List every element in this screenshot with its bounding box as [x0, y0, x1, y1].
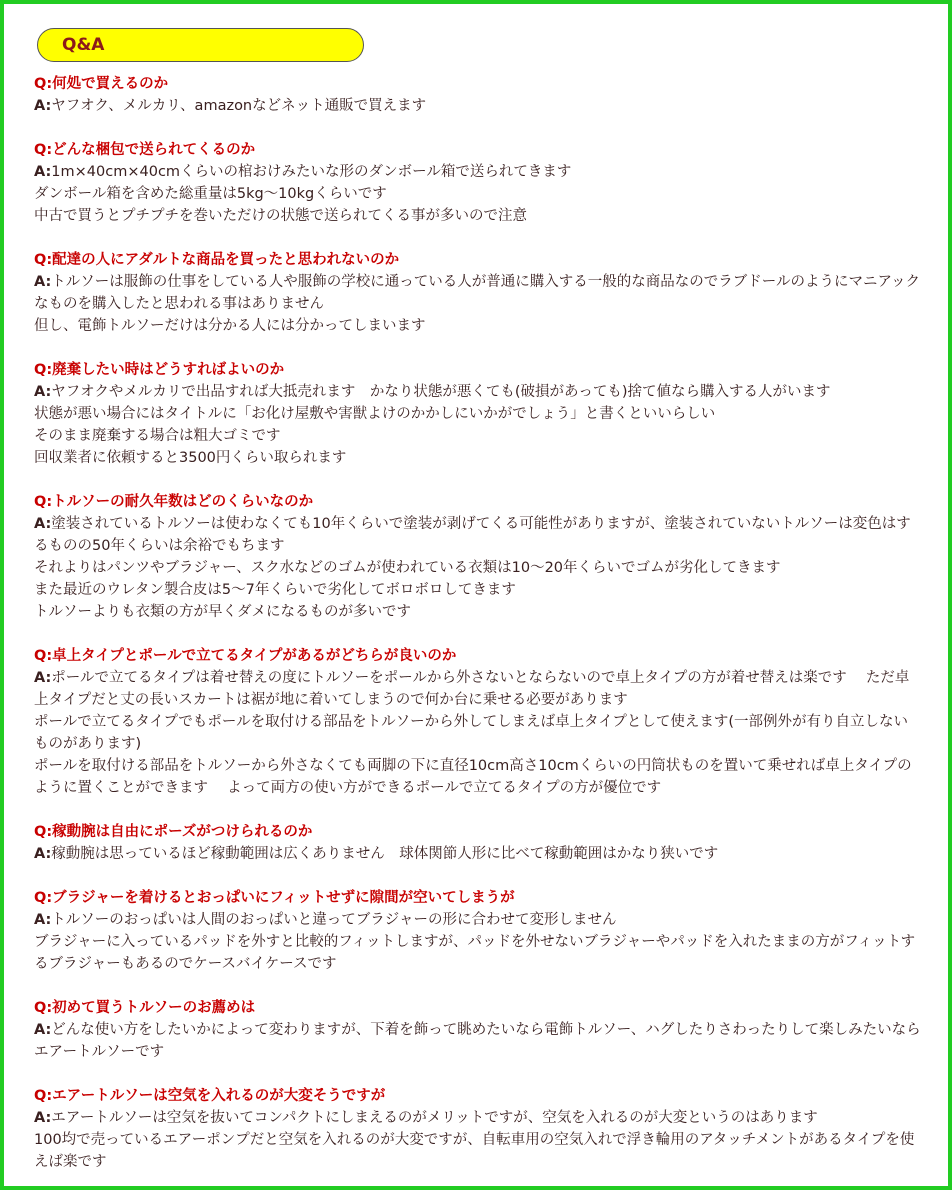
question: [34, 887, 922, 909]
question-text: トルソーの耐久年数はどのくらいなのか: [52, 494, 314, 510]
answer-text: トルソーは服飾の仕事をしている人や服飾の学校に通っている人が普通に購入する一般的な商品なのでラブドールのようにマニアックなものを購入したと思われる事はありません: [34, 274, 920, 312]
question: [34, 491, 922, 513]
qa-list: [34, 73, 922, 1195]
answer-line: [34, 161, 922, 183]
question-prefix: Q:: [34, 824, 53, 840]
qa-item: [34, 997, 922, 1063]
answer: [34, 271, 922, 337]
question-text: エアートルソーは空気を入れるのが大変そうですが: [52, 1088, 386, 1104]
answer-prefix: A:: [34, 1110, 52, 1126]
answer-text: どんな使い方をしたいかによって変わりますが、下着を飾って眺めたいなら電飾トルソー、ハグしたりさわったりして楽しみたいならエアートルソーです: [34, 1022, 921, 1060]
answer-text: ポールで立てるタイプでもポールを取付ける部品をトルソーから外してしまえば卓上タイプとして使えます(一部例外が有り自立しないものがあります): [34, 714, 909, 752]
question: [34, 359, 922, 381]
answer-line: [34, 579, 922, 601]
qa-item: [34, 887, 922, 975]
answer-prefix: A:: [34, 846, 52, 862]
answer-text: 状態が悪い場合にはタイトルに「お化け屋敷や害獣よけのかかしにいかがでしょう」と書くといいらしい: [34, 406, 716, 422]
question: [34, 139, 922, 161]
question: [34, 249, 922, 271]
answer-prefix: A:: [34, 384, 52, 400]
answer: [34, 381, 922, 469]
answer-line: [34, 95, 922, 117]
answer-line: [34, 931, 922, 975]
answer-line: [34, 1129, 922, 1173]
qa-item: [34, 645, 922, 799]
qa-item: [34, 821, 922, 865]
answer-prefix: A:: [34, 98, 52, 114]
answer-line: [34, 843, 922, 865]
answer-text: ヤフオクやメルカリで出品すれば大抵売れます かなり状態が悪くても(破損があっても)捨て値なら購入する人がいます: [51, 384, 831, 400]
answer-text: ポールを取付ける部品をトルソーから外さなくても両脚の下に直径10cm高さ10cmくらいの円筒状ものを置いて乗せれば卓上タイプのように置くことができます よって両方の使い方ができるポールで立てるタイプの方が優位です: [34, 758, 912, 796]
answer-line: [34, 513, 922, 557]
answer-line: [34, 205, 922, 227]
question-prefix: Q:: [34, 648, 53, 664]
question: [34, 645, 922, 667]
answer: [34, 95, 922, 117]
question-prefix: Q:: [34, 252, 53, 268]
answer: [34, 161, 922, 227]
question-text: どんな梱包で送られてくるのか: [52, 142, 256, 158]
answer-line: [34, 667, 922, 711]
answer-prefix: A:: [34, 912, 52, 928]
answer-prefix: A:: [34, 164, 52, 180]
answer-text: 中古で買うとプチプチを巻いただけの状態で送られてくる事が多いので注意: [34, 208, 527, 224]
question: [34, 1085, 922, 1107]
qa-item: [34, 1085, 922, 1173]
answer-text: 回収業者に依頼すると3500円くらい取られます: [34, 450, 347, 466]
question-text: 配達の人にアダルトな商品を買ったと思われないのか: [52, 252, 400, 268]
answer-line: [34, 601, 922, 623]
question: [34, 997, 922, 1019]
answer-line: [34, 711, 922, 755]
answer-text: ヤフオク、メルカリ、amazonなどネット通販で買えます: [51, 98, 427, 114]
answer-prefix: A:: [34, 516, 52, 532]
answer: [34, 513, 922, 623]
answer-line: [34, 909, 922, 931]
question-text: 卓上タイプとポールで立てるタイプがあるがどちらが良いのか: [52, 648, 457, 664]
answer-line: [34, 1107, 922, 1129]
answer-text: 100均で売っているエアーポンプだと空気を入れるのが大変ですが、自転車用の空気入れで浮き輪用のアタッチメントがあるタイプを使えば楽です: [34, 1132, 915, 1170]
answer-text: ブラジャーに入っているパッドを外すと比較的フィットしますが、パッドを外せないブラジャーやパッドを入れたままの方がフィットするブラジャーもあるのでケースバイケースです: [34, 934, 916, 972]
qa-item: [34, 249, 922, 337]
answer-prefix: A:: [34, 274, 52, 290]
answer-text: 1m×40cm×40cmくらいの棺おけみたいな形のダンボール箱で送られてきます: [51, 164, 572, 180]
answer-text: ダンボール箱を含めた総重量は5kg～10kgくらいです: [34, 186, 387, 202]
qa-item: [34, 491, 922, 623]
question-prefix: Q:: [34, 362, 53, 378]
question: [34, 821, 922, 843]
answer-prefix: A:: [34, 670, 52, 686]
question-prefix: Q:: [34, 76, 53, 92]
qa-item: [34, 73, 922, 117]
answer: [34, 667, 922, 799]
answer-text: トルソーよりも衣類の方が早くダメになるものが多いです: [34, 604, 411, 620]
answer-line: [34, 447, 922, 469]
answer-line: [34, 271, 922, 315]
answer-text: トルソーのおっぱいは人間のおっぱいと違ってブラジャーの形に合わせて変形しません: [51, 912, 617, 928]
answer-text: また最近のウレタン製合皮は5～7年くらいで劣化してボロボロしてきます: [34, 582, 516, 598]
question-text: 稼動腕は自由にポーズがつけられるのか: [52, 824, 313, 840]
question-text: 廃棄したい時はどうすればよいのか: [52, 362, 285, 378]
answer-text: ポールで立てるタイプは着せ替えの度にトルソーをポールから外さないとならないので卓上タイプの方が着せ替えは楽です ただ卓上タイプだと丈の長いスカートは裾が地に着いてしまうので何か台に乗せる必要があります: [34, 670, 910, 708]
question-prefix: Q:: [34, 142, 53, 158]
answer: [34, 909, 922, 975]
answer: [34, 1019, 922, 1063]
answer-line: [34, 425, 922, 447]
question-text: 初めて買うトルソーのお薦めは: [52, 1000, 256, 1016]
question: [34, 73, 922, 95]
answer: [34, 1107, 922, 1173]
section-title: Q&A: [37, 28, 364, 62]
answer-text: そのまま廃棄する場合は粗大ゴミです: [34, 428, 281, 444]
answer-line: [34, 315, 922, 337]
answer-line: [34, 183, 922, 205]
question-prefix: Q:: [34, 1088, 53, 1104]
answer-text: 塗装されているトルソーは使わなくても10年くらいで塗装が剥げてくる可能性がありますが、塗装されていないトルソーは変色はするものの50年くらいは余裕でもちます: [34, 516, 911, 554]
answer-text: 但し、電飾トルソーだけは分かる人には分かってしまいます: [34, 318, 426, 334]
question-prefix: Q:: [34, 494, 53, 510]
question-prefix: Q:: [34, 1000, 53, 1016]
question-text: 何処で買えるのか: [52, 76, 169, 92]
answer-line: [34, 381, 922, 403]
answer-line: [34, 557, 922, 579]
answer-line: [34, 1019, 922, 1063]
question-prefix: Q:: [34, 890, 53, 906]
answer-line: [34, 755, 922, 799]
question-text: ブラジャーを着けるとおっぱいにフィットせずに隙間が空いてしまうが: [52, 890, 515, 906]
answer-text: それよりはパンツやブラジャー、スク水などのゴムが使われている衣類は10～20年くらいでゴムが劣化してきます: [34, 560, 781, 576]
answer-text: エアートルソーは空気を抜いてコンパクトにしまえるのがメリットですが、空気を入れるのが大変というのはあります: [51, 1110, 818, 1126]
answer-text: 稼動腕は思っているほど稼動範囲は広くありません 球体関節人形に比べて稼動範囲はかなり狭いです: [51, 846, 719, 862]
answer-prefix: A:: [34, 1022, 52, 1038]
qa-item: [34, 359, 922, 469]
answer-line: [34, 403, 922, 425]
answer: [34, 843, 922, 865]
qa-item: [34, 139, 922, 227]
